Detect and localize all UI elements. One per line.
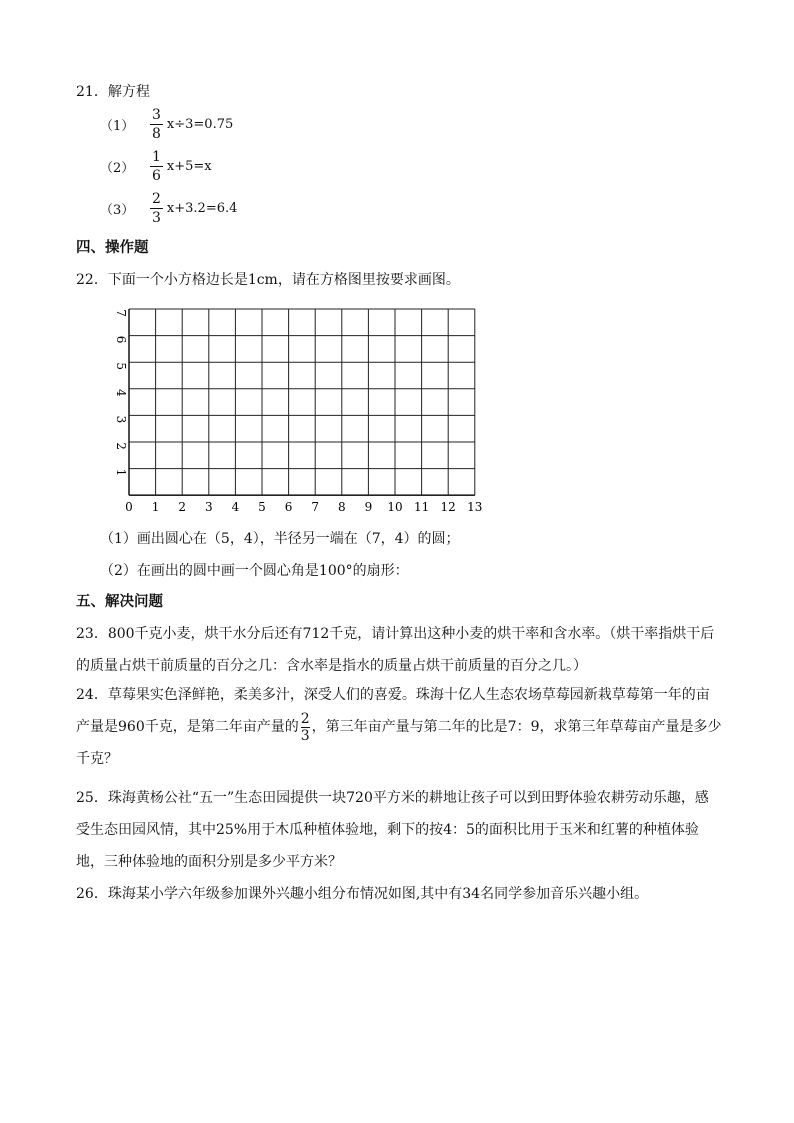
y-label-6: 6	[114, 335, 128, 344]
x-axis-labels	[125, 500, 482, 514]
x-label-3: 3	[204, 500, 213, 515]
q21-item-2-num: 1	[152, 149, 161, 165]
q21-item-2-label: （2）	[100, 161, 135, 176]
y-label-7: 7	[114, 309, 128, 317]
q21-item-2	[100, 150, 212, 183]
y-label-5: 5	[114, 362, 128, 371]
q21-item-1-num: 3	[152, 107, 161, 123]
grid-lines	[129, 309, 475, 495]
q22-sub1: （1）画出圆心在（5，4），半径另一端在（7，4）的圆；	[100, 531, 460, 547]
x-label-2: 2	[178, 500, 187, 515]
x-label-7: 7	[311, 500, 320, 515]
x-label-0: 0	[125, 500, 133, 515]
q21-item-2-den: 6	[152, 168, 161, 184]
x-label-5: 5	[258, 500, 266, 515]
x-label-8: 8	[337, 500, 346, 515]
x-label-12: 12	[440, 500, 456, 515]
q24-text-before: 24．草莓果实色泽鲜艳，柔美多汁，深受人们的喜爱。珠海十亿人生态农场草莓园新栽草莓第一年的亩产量是960千克，是第二年亩产量的	[76, 687, 710, 735]
q21-item-1	[100, 108, 233, 141]
q21-item-3-fraction	[150, 192, 163, 225]
q22-sub2: （2）在画出的圆中画一个圆心角是100°的扇形：	[100, 563, 409, 579]
y-label-3: 3	[114, 415, 128, 424]
y-label-4: 4	[114, 388, 128, 397]
q21-item-1-rest: x÷3=0.75	[166, 117, 234, 132]
q21-item-3-rest: x+3.2=6.4	[166, 201, 238, 216]
x-label-13: 13	[467, 500, 483, 515]
section-5-heading: 五、解决问题	[76, 594, 163, 610]
x-label-1: 1	[151, 500, 160, 515]
x-label-11: 11	[413, 500, 430, 515]
q21-item-3	[100, 192, 237, 225]
q24-text-after: ，第三年亩产量与第二年的比是7：9，求第三年草莓亩产量是多少千克？	[76, 719, 722, 767]
q21-item-3-label: （3）	[100, 203, 135, 218]
q22-title: 22．下面一个小方格边长是1cm，请在方格图里按要求画图。	[76, 272, 460, 288]
q21-item-2-fraction	[150, 150, 163, 183]
q21-item-2-rest: x+5=x	[166, 159, 212, 174]
x-label-4: 4	[231, 500, 240, 515]
q21-item-1-fraction	[150, 108, 163, 141]
q24-block	[76, 679, 722, 775]
x-label-10: 10	[387, 500, 403, 515]
q21-title: 21．解方程	[76, 84, 150, 100]
q21-item-1-label: （1）	[100, 119, 135, 134]
q24-fraction	[301, 712, 310, 743]
q23-text: 23．800千克小麦，烘干水分后还有712千克，请计算出这种小麦的烘干率和含水率。（烘干率指烘干后的质量占烘干前质量的百分之几：含水率是指水的质量占烘干前质量的百分之几。）	[76, 626, 715, 674]
x-label-6: 6	[284, 500, 293, 515]
q25-text: 25．珠海黄杨公社“五一”生态田园提供一块720平方米的耕地让孩子可以到田野体验农耕劳动乐趣，感受生态田园风情，其中25%用于木瓜种植体验地，剩下的按4：5的面积比用于玉米和红薯的种植体验地，三种体验地的面积分别是多少平方米？	[76, 790, 709, 870]
y-label-1: 1	[114, 468, 128, 477]
section-4-heading: 四、操作题	[76, 240, 149, 256]
q21-item-1-den: 8	[152, 126, 161, 142]
y-label-2: 2	[114, 442, 128, 450]
q21-item-3-den: 3	[152, 210, 161, 226]
q26-text: 26．珠海某小学六年级参加课外兴趣小组分布情况如图,其中有34名同学参加音乐兴趣小组。	[76, 886, 649, 902]
x-label-9: 9	[364, 500, 373, 515]
q21-item-3-num: 2	[152, 191, 161, 207]
coordinate-grid	[100, 300, 490, 522]
q24-frac-den: 3	[300, 727, 310, 744]
y-axis-labels	[114, 309, 128, 476]
q24-frac-num: 2	[300, 710, 310, 727]
